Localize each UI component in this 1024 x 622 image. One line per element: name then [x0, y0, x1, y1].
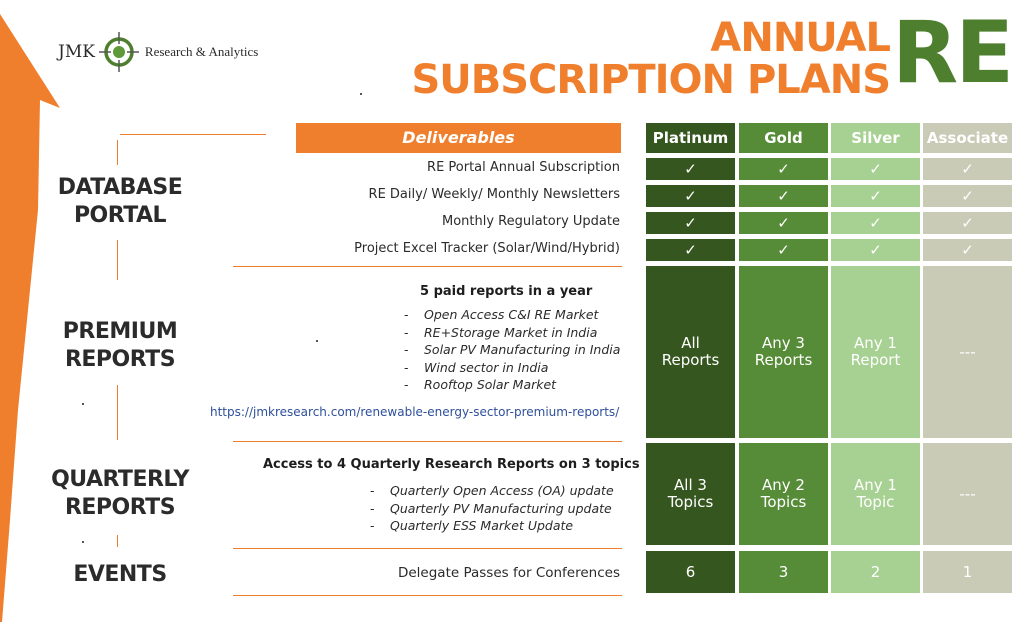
list-item: - Wind sector in India	[404, 359, 549, 375]
premium-platinum-cell: All Reports	[646, 266, 735, 438]
section-database	[40, 174, 200, 230]
premium-silver-cell: Any 1 Report	[831, 266, 920, 438]
section-database-line1: DATABASE	[57, 175, 183, 200]
deliverable-label: RE Portal Annual Subscription	[427, 160, 620, 175]
stray-dot	[82, 541, 84, 543]
list-item: - Open Access C&I RE Market	[404, 307, 599, 322]
events-associate-cell: 1	[923, 551, 1012, 593]
premium-gold-cell: Any 3 Reports	[739, 266, 828, 438]
section-database-line2: PORTAL	[73, 203, 167, 228]
premium-associate-cell: ---	[923, 266, 1012, 438]
checkmark-icon: ✓	[831, 158, 920, 180]
list-item: - Quarterly ESS Market Update	[370, 518, 574, 533]
quarterly-associate-cell: ---	[923, 443, 1012, 545]
section-events: EVENTS	[73, 562, 167, 587]
deliverables-header: Deliverables	[296, 123, 621, 153]
checkmark-icon: ✓	[923, 158, 1012, 180]
list-item: - Quarterly PV Manufacturing update	[370, 500, 612, 516]
stray-dot	[82, 403, 84, 405]
stray-dot	[316, 340, 318, 342]
list-item: - RE+Storage Market in India	[404, 324, 598, 340]
divider	[233, 266, 622, 267]
checkmark-icon: ✓	[739, 158, 828, 180]
divider-top	[120, 134, 266, 135]
plan-header-platinum: Platinum	[646, 123, 735, 153]
logo	[58, 30, 258, 74]
plan-header-silver: Silver	[831, 123, 920, 153]
target-crosshair-icon	[97, 30, 141, 74]
checkmark-icon: ✓	[923, 185, 1012, 207]
checkmark-icon: ✓	[739, 212, 828, 234]
checkmark-icon: ✓	[646, 158, 735, 180]
plan-header-associate: Associate	[923, 123, 1012, 153]
title-line-1: ANNUAL	[710, 15, 890, 61]
arrow-up-icon	[0, 0, 70, 622]
events-platinum-cell: 6	[646, 551, 735, 593]
list-item: - Rooftop Solar Market	[404, 377, 557, 392]
premium-reports-link[interactable]: https://jmkresearch.com/renewable-energy-sector-premium-reports/	[210, 405, 620, 419]
quarterly-heading: Access to 4 Quarterly Research Reports on 3 topics	[263, 457, 640, 472]
section-quarterly-line2: REPORTS	[64, 495, 176, 520]
events-label: Delegate Passes for Conferences	[397, 565, 620, 581]
list-item: - Solar PV Manufacturing in India	[404, 342, 621, 357]
connector-line	[117, 385, 118, 440]
deliverable-label: RE Daily/ Weekly/ Monthly Newsletters	[368, 187, 620, 202]
list-item: - Quarterly Open Access (OA) update	[370, 483, 614, 498]
connector-line	[117, 140, 118, 165]
premium-list	[404, 306, 620, 394]
checkmark-icon: ✓	[646, 239, 735, 261]
checkmark-icon: ✓	[831, 185, 920, 207]
checkmark-icon: ✓	[831, 212, 920, 234]
logo-jmk-text: JMK	[58, 42, 95, 62]
quarterly-platinum-cell: All 3 Topics	[646, 443, 735, 545]
events-silver-cell: 2	[831, 551, 920, 593]
checkmark-icon: ✓	[923, 239, 1012, 261]
checkmark-icon: ✓	[739, 185, 828, 207]
plan-header-gold: Gold	[739, 123, 828, 153]
deliverable-label: Monthly Regulatory Update	[441, 214, 620, 229]
premium-heading: 5 paid reports in a year	[420, 284, 593, 299]
section-premium-line1: PREMIUM	[62, 319, 178, 344]
section-premium-line2: REPORTS	[64, 347, 176, 372]
divider	[233, 548, 622, 549]
checkmark-icon: ✓	[646, 212, 735, 234]
checkmark-icon: ✓	[923, 212, 1012, 234]
divider	[233, 441, 622, 442]
section-quarterly-line1: QUARTERLY	[51, 467, 189, 492]
quarterly-list	[370, 482, 614, 535]
events-gold-cell: 3	[739, 551, 828, 593]
connector-line	[117, 535, 118, 547]
title-block	[402, 14, 902, 103]
quarterly-gold-cell: Any 2 Topics	[739, 443, 828, 545]
stray-dot	[360, 93, 362, 95]
logo-tagline-text: Research & Analytics	[144, 44, 259, 59]
connector-line	[117, 240, 118, 280]
divider	[233, 595, 622, 596]
title-line-2: SUBSCRIPTION PLANS	[411, 57, 890, 103]
checkmark-icon: ✓	[831, 239, 920, 261]
quarterly-silver-cell: Any 1 Topic	[831, 443, 920, 545]
checkmark-icon: ✓	[646, 185, 735, 207]
title-re-badge: RE	[892, 3, 1011, 103]
deliverable-label: Project Excel Tracker (Solar/Wind/Hybrid)	[354, 241, 620, 256]
checkmark-icon: ✓	[739, 239, 828, 261]
section-premium	[40, 318, 200, 374]
section-quarterly	[30, 466, 210, 522]
